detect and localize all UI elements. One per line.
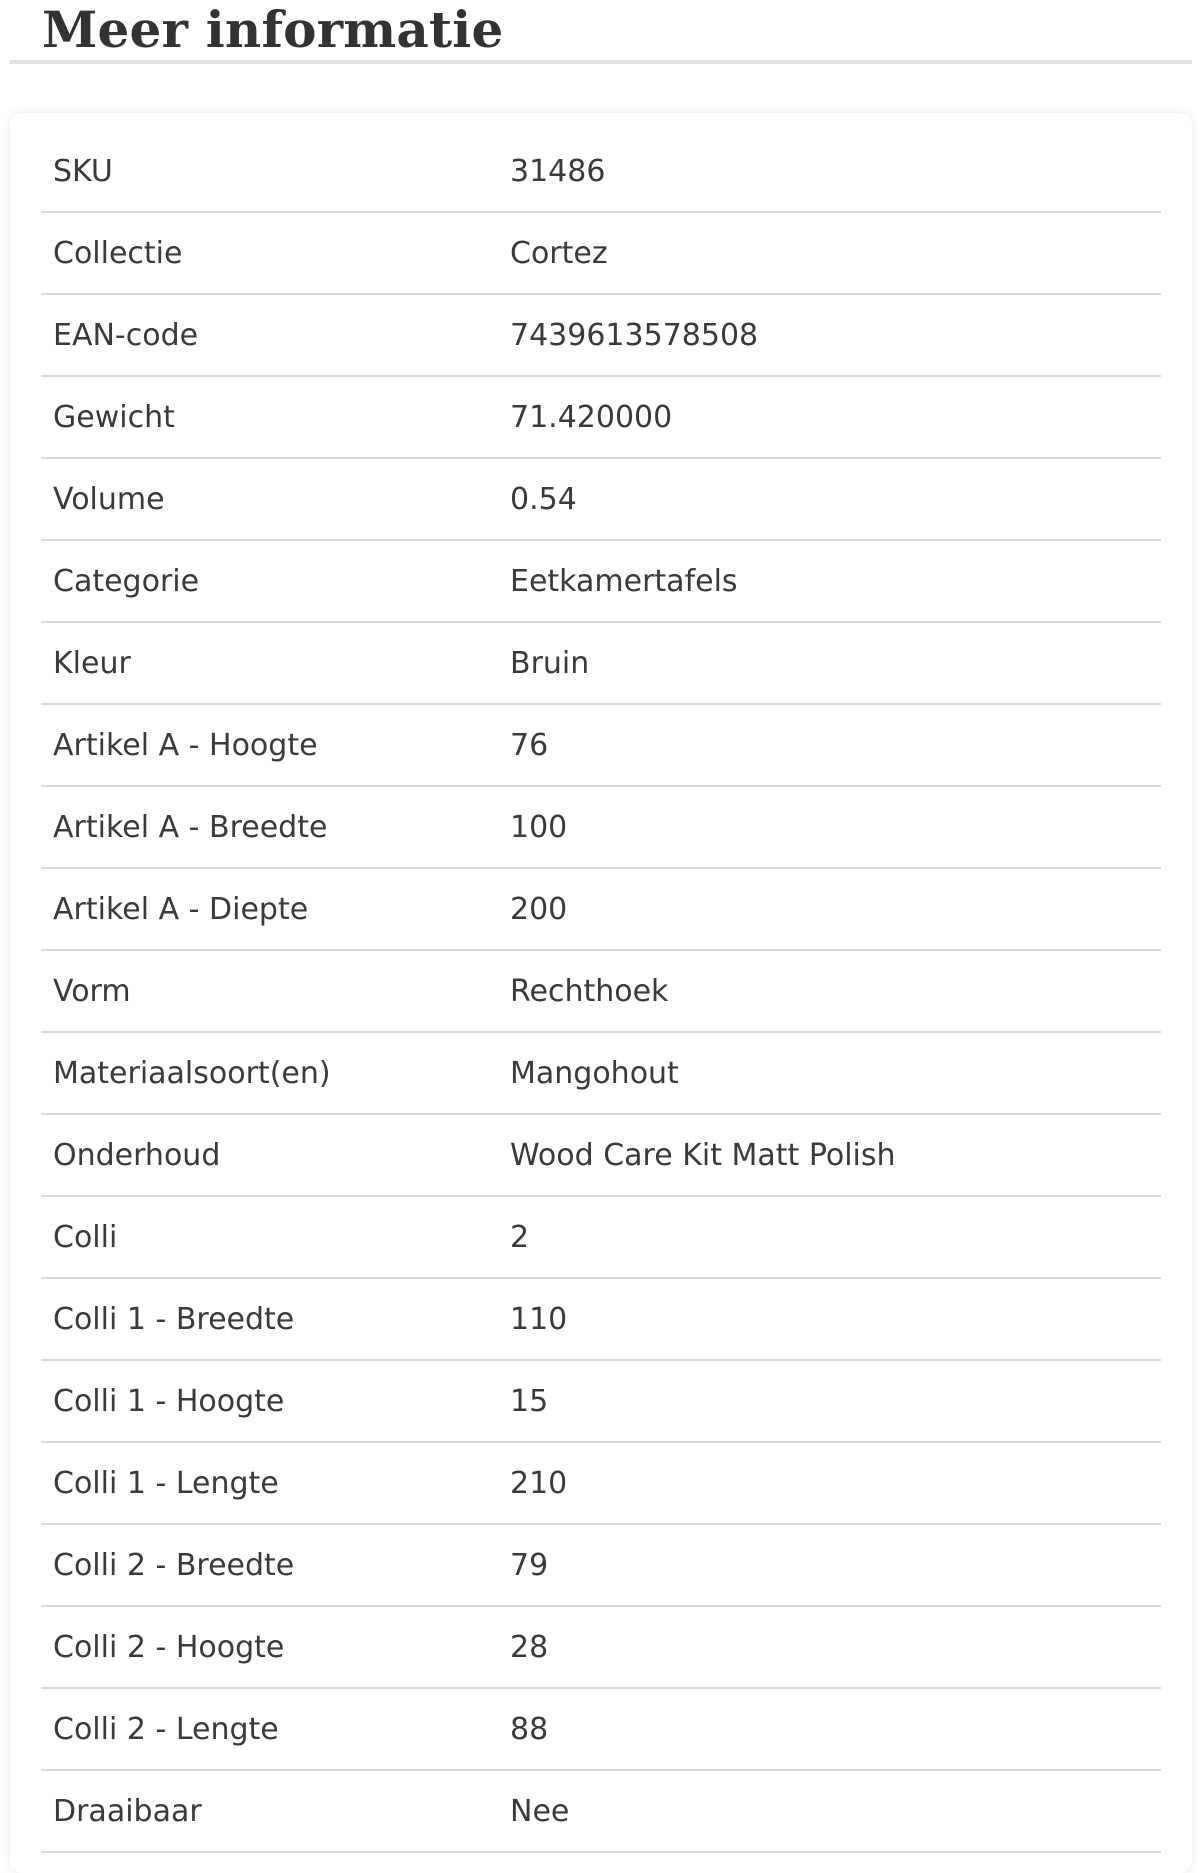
spec-row-colli-2-lengte — [41, 1689, 1161, 1771]
spec-value: Rechthoek — [510, 973, 669, 1009]
spec-label: Colli 1 - Hoogte — [53, 1383, 285, 1419]
spec-row-draaibaar — [41, 1771, 1161, 1853]
spec-value: Nee — [510, 1793, 570, 1829]
spec-value: 210 — [510, 1465, 568, 1501]
spec-label: Colli 1 - Breedte — [53, 1301, 295, 1337]
spec-value: 100 — [510, 809, 568, 845]
spec-value: 2 — [510, 1219, 530, 1255]
spec-row-colli-2-breedte — [41, 1525, 1161, 1607]
spec-label: Artikel A - Hoogte — [53, 727, 318, 763]
spec-label: Onderhoud — [53, 1137, 221, 1173]
spec-label: Colli 2 - Lengte — [53, 1711, 279, 1747]
spec-row-categorie — [41, 541, 1161, 623]
spec-label: Materiaalsoort(en) — [53, 1055, 331, 1091]
spec-value: 110 — [510, 1301, 568, 1337]
title-divider — [10, 60, 1192, 64]
spec-value: 76 — [510, 727, 549, 763]
spec-row-volume — [41, 459, 1161, 541]
spec-value: 31486 — [510, 153, 606, 189]
spec-row-colli — [41, 1197, 1161, 1279]
spec-row-collectie — [41, 213, 1161, 295]
spec-label: Categorie — [53, 563, 200, 599]
spec-value: Eetkamertafels — [510, 563, 738, 599]
spec-row-materiaalsoorten — [41, 1033, 1161, 1115]
spec-value: 28 — [510, 1629, 549, 1665]
spec-label: Kleur — [53, 645, 131, 681]
spec-label: Artikel A - Diepte — [53, 891, 309, 927]
spec-label: Colli — [53, 1219, 118, 1255]
spec-label: Artikel A - Breedte — [53, 809, 328, 845]
spec-label: Colli 2 - Breedte — [53, 1547, 295, 1583]
spec-value: 71.420000 — [510, 399, 673, 435]
spec-label: Draaibaar — [53, 1793, 202, 1829]
spec-label: Collectie — [53, 235, 183, 271]
spec-row-sku — [41, 131, 1161, 213]
spec-value: 7439613578508 — [510, 317, 759, 353]
spec-value: Mangohout — [510, 1055, 679, 1091]
spec-label: Volume — [53, 481, 165, 517]
specifications-card — [10, 113, 1192, 1873]
spec-row-artikel-a-breedte — [41, 787, 1161, 869]
spec-row-colli-1-lengte — [41, 1443, 1161, 1525]
spec-value: Bruin — [510, 645, 590, 681]
spec-value: Cortez — [510, 235, 608, 271]
spec-value: 15 — [510, 1383, 549, 1419]
spec-label: EAN-code — [53, 317, 199, 353]
spec-row-colli-1-breedte — [41, 1279, 1161, 1361]
spec-label: Vorm — [53, 973, 131, 1009]
spec-row-ean-code — [41, 295, 1161, 377]
spec-row-artikel-a-diepte — [41, 869, 1161, 951]
spec-row-artikel-a-hoogte — [41, 705, 1161, 787]
specifications-table — [41, 131, 1161, 1853]
spec-value: Wood Care Kit Matt Polish — [510, 1137, 896, 1173]
spec-label: Colli 1 - Lengte — [53, 1465, 279, 1501]
spec-value: 0.54 — [510, 481, 577, 517]
spec-row-colli-1-hoogte — [41, 1361, 1161, 1443]
spec-value: 88 — [510, 1711, 549, 1747]
spec-label: Colli 2 - Hoogte — [53, 1629, 285, 1665]
spec-label: SKU — [53, 153, 113, 189]
spec-row-vorm — [41, 951, 1161, 1033]
spec-value: 200 — [510, 891, 568, 927]
spec-row-kleur — [41, 623, 1161, 705]
spec-row-colli-2-hoogte — [41, 1607, 1161, 1689]
spec-value: 79 — [510, 1547, 549, 1583]
section-title: Meer informatie — [42, 0, 504, 59]
spec-label: Gewicht — [53, 399, 175, 435]
spec-row-onderhoud — [41, 1115, 1161, 1197]
spec-row-gewicht — [41, 377, 1161, 459]
